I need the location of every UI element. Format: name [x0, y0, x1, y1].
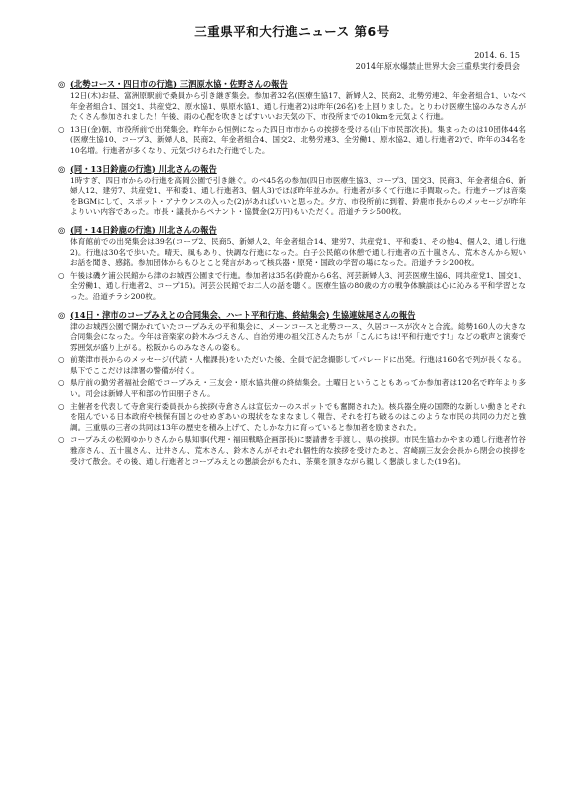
section-heading: [58, 225, 526, 236]
publisher: 2014年原水爆禁止世界大会三重県実行委員会: [355, 62, 520, 71]
report-paragraph: [58, 322, 526, 354]
circle-bullet: ○: [58, 124, 65, 134]
paragraph-text: 前葉津市長からのメッセージ(代読・人権課長)をいただいた後、全員で記念撮影してパレードに出発。行進は160名で列が長くなる。県下でここだけは津署の警備が付く。: [70, 355, 526, 375]
issue-date: 2014. 6. 15: [474, 51, 520, 60]
paragraph-text: 1時すぎ、四日市からの行進を高岡公園で引き継ぐ。のべ45名の参加(四日市医療生協3、コープ3、国交3、民商3、年金者組合6、新婦人12、建労7、共産党1、平和委1、通し行進者3、個人3)でほぼ昨年並みか。行進者が多くて行進に手間取った。行進テープは音楽をBGMにして、スポット・アナウンスの入った(2)があればいいと思った。夕方、市役所前に到着、鈴鹿市長からのメッセージが昨年よりいい内容であった。市長・議長からペナント・協賛金(2万円)もいただく。沿道チラシ500枚。: [70, 175, 526, 217]
paragraph-text: 13日(金)朝、市役所前で出発集会。昨年から恒例になった四日市市からの挨拶を受ける(山下市民部次長)。集まったのは10団体44名(医療生協10、コープ3、新婦人8、民商2、年金者組合4、国交2、北勢労連3、全労働1、原水協2、通し行進者2)で、昨年の34名を10名増。行進者が多くなり、元気づけられた行進でした。: [70, 124, 526, 155]
report-paragraph: [58, 435, 526, 467]
paragraph-text: 12日(木)お昼、富洲原駅前で桑員から引き継ぎ集会。参加者32名(医療生協17、新婦人2、民商2、北勢労連2、年金者組合1、いなべ年金者組合1、国交1、共産党2、原水協1、県原水協1、通し行進者2)は昨年(26名)を上回りました。とりわけ医療生協のみなさんがたくさん参加されました！午後、雨の心配を吹きとばすいいお天気の下、市役所までの10kmを元気よく行進。: [70, 91, 526, 122]
newsletter-title: 三重県平和大行進ニュース 第6号: [194, 24, 390, 39]
header-meta: [58, 50, 526, 72]
circle-bullet: ○: [58, 355, 65, 365]
section-heading-text: (同・14日鈴鹿の行進) 川北さんの報告: [70, 224, 217, 235]
double-circle-mark: ◎: [58, 224, 66, 235]
section-heading-text: (14日・津市のコープみえとの合同集会、ハート平和行進、終結集会) 生協連妹尾さんの報告: [70, 309, 416, 320]
report-paragraph: [58, 271, 526, 303]
section-heading: [58, 310, 526, 321]
section-heading: [58, 164, 526, 175]
report-paragraph: [58, 237, 526, 269]
report-paragraph: [58, 125, 526, 157]
report-paragraph: [58, 402, 526, 434]
paragraph-text: 県庁前の勤労者福祉会館でコープみえ・三友会・原水協共催の終結集会。土曜日ということもあってか参加者は120名で昨年より多い。司会は新婦人平和部の竹田朋子さん。: [70, 378, 526, 399]
circle-bullet: ○: [58, 401, 65, 411]
report-paragraph: [58, 378, 526, 399]
paragraph-text: コープみえの松岡ゆかりさんから県知事(代理・福田戦略企画部長)に要請書を手渡し、県の挨拶。市民生協わかやまの通し行進者竹谷雅彦さん、五十嵐さん、辻井さん、荒木さん、鈴木さんがそれぞれ個性的な挨拶を受けたあと、宮崎副三友会会長から閉会の挨拶を受けて散会。その後、通し行進者とコープみえとの懇談会がもたれ、茶菓を頂きながら親しく懇談しました(19名)。: [70, 435, 526, 466]
section-heading-text: (北勢コース・四日市の行進) 三泗原水協・佐野さんの報告: [70, 79, 288, 89]
double-circle-mark: ◎: [58, 309, 66, 320]
section-heading: [58, 79, 526, 90]
circle-bullet: ○: [58, 270, 65, 280]
paragraph-text: 体育館前での出発集会は39名(コープ2、民商5、新婦人2、年金者組合14、建労7、共産党1、平和委1、その他4、個人2、通し行進2)。行進は30名で歩いた。晴天、風もあり、快調な行進になった。白子公民館の休憩で通し行進者の五十嵐さん、荒木さんから短い お話を聞き、感銘。参加団体からもひとこと発言があって核兵器・原発・国政の学習の場になった。沿道チラシ200枚。: [70, 236, 526, 268]
report-paragraph: [58, 176, 526, 218]
paragraph-text: 津のお城西公園で開かれていたコープみえの平和集会に、メーンコースと北勢コース、久居コースが次々と合流。総勢160人の大きな合同集会になった。今年は音楽家の鈴木みづえさん、自治労連の祖父江さんたちが「こんにちは!平和行進です!」などの歌声と演奏で雰囲気が盛り上がる。松阪からのみなさんの姿も。: [70, 321, 526, 352]
report-section: [58, 164, 526, 218]
report-section: [58, 79, 526, 157]
double-circle-mark: ◎: [58, 79, 66, 89]
circle-bullet: ○: [58, 435, 65, 445]
report-paragraph: [58, 91, 526, 123]
report-section: [58, 225, 526, 303]
circle-bullet: ○: [58, 378, 65, 388]
report-section: [58, 310, 526, 468]
section-heading-text: (同・13日鈴鹿の行進) 川北さんの報告: [70, 163, 217, 174]
paragraph-text: 主催者を代表して寺倉実行委員長から挨拶(寺倉さんは宣伝カーのスポットでも奮闘された)。核兵器全廃の国際的な新しい動きとそれを阻んでいる日本政府や核保有国とのせめぎあいの現状をなまなましく報告、それを打ち破るのはこのような市民の共同の力だと強調。三重県の三者の共同は13年の歴史を積み上げて、たしかな力に育っていると参加者を励まされた。: [70, 401, 526, 432]
report-paragraph: [58, 355, 526, 376]
paragraph-text: 午後は磯ケ浦公民館から津のお城西公園まで行進。参加者は35名(鈴鹿から6名、河芸新婦人3、河芸医療生協6、同共産党1、国交1、全労働1、通し行進者2、コープ15)。河芸公民館でお二人の話を聴く。医療生協の80歳の方の戦争体験談は心に沁みる平和学習となった。沿道チラシ200枚。: [70, 270, 526, 301]
report-sections: [58, 79, 526, 467]
double-circle-mark: ◎: [58, 163, 66, 174]
